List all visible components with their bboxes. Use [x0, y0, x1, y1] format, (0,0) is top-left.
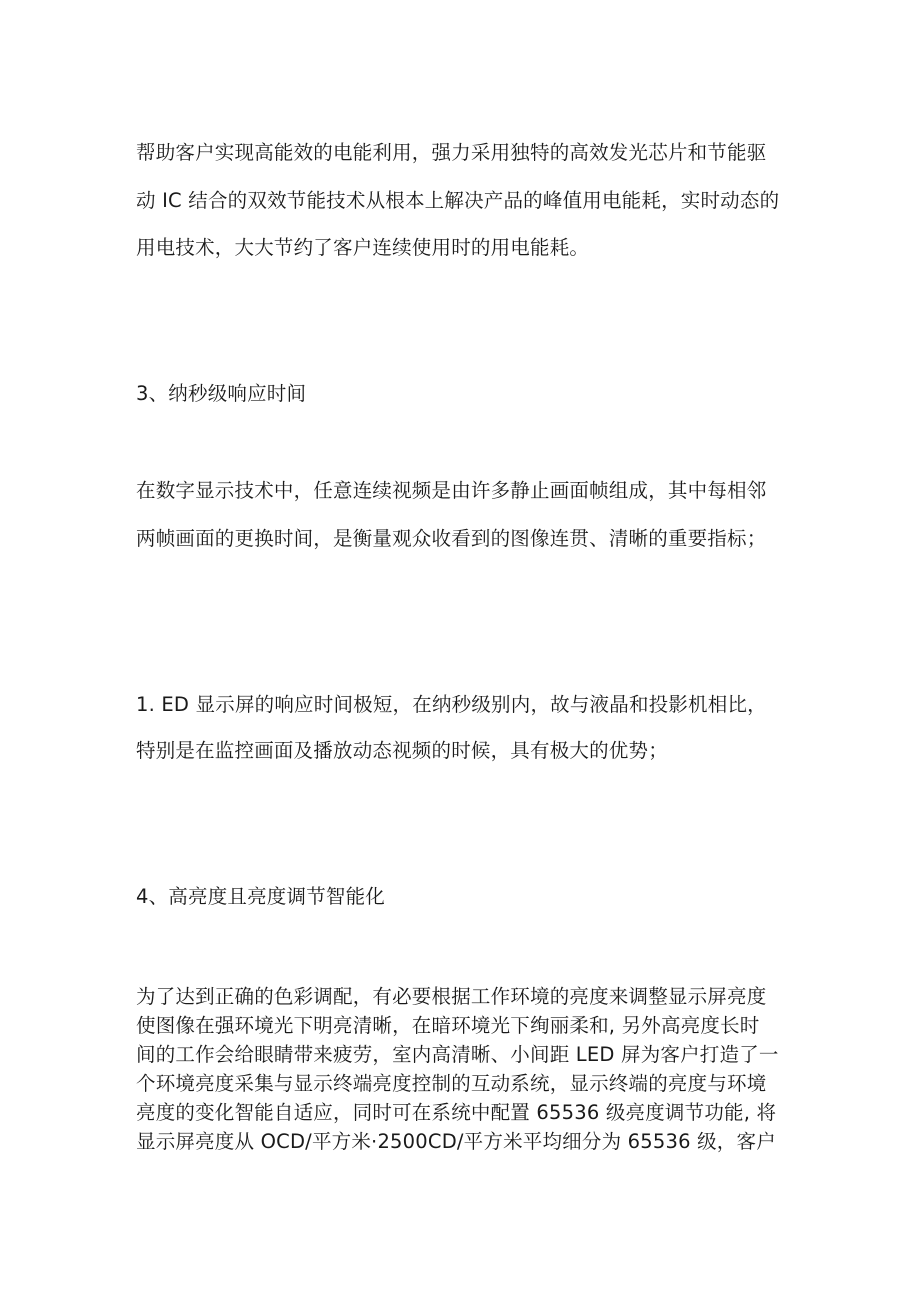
- paragraph-line: 1. ED 显示屏的响应时间极短，在纳秒级别内，故与液晶和投影机相比，: [136, 693, 767, 716]
- paragraph-line: 动 IC 结合的双效节能技术从根本上解决产品的峰值用电能耗，实时动态的: [136, 189, 780, 212]
- paragraph-line: 亮度的变化智能自适应，同时可在系统中配置 65536 级亮度调节功能, 将: [136, 1101, 777, 1124]
- paragraph-line: 个环境亮度采集与显示终端亮度控制的互动系统，显示终端的亮度与环境: [136, 1072, 767, 1095]
- section-heading: 3、纳秒级响应时间: [136, 382, 307, 405]
- paragraph-line: 用电技术，大大节约了客户连续使用时的用电能耗。: [136, 236, 590, 259]
- paragraph-line: 在数字显示技术中，任意连续视频是由许多静止画面帧组成，其中每相邻: [136, 479, 767, 502]
- paragraph-line: 帮助客户实现高能效的电能利用，强力采用独特的高效发光芯片和节能驱: [136, 141, 767, 164]
- paragraph-line: 为了达到正确的色彩调配，有必要根据工作环境的亮度来调整显示屏亮度: [136, 985, 767, 1008]
- paragraph-line: 两帧画面的更换时间，是衡量观众收看到的图像连贯、清晰的重要指标；: [136, 527, 767, 550]
- paragraph-line: 间的工作会给眼睛带来疲劳，室内高清晰、小间距 LED 屏为客户打造了一: [136, 1043, 779, 1066]
- paragraph-line: 显示屏亮度从 OCD/平方米·2500CD/平方米平均细分为 65536 级，客户: [136, 1130, 776, 1153]
- paragraph-line: 使图像在强环境光下明亮清晰，在暗环境光下绚丽柔和, 另外高亮度长时: [136, 1014, 760, 1037]
- section-heading: 4、高亮度且亮度调节智能化: [136, 885, 386, 908]
- paragraph-line: 特别是在监控画面及播放动态视频的时候，具有极大的优势；: [136, 739, 668, 762]
